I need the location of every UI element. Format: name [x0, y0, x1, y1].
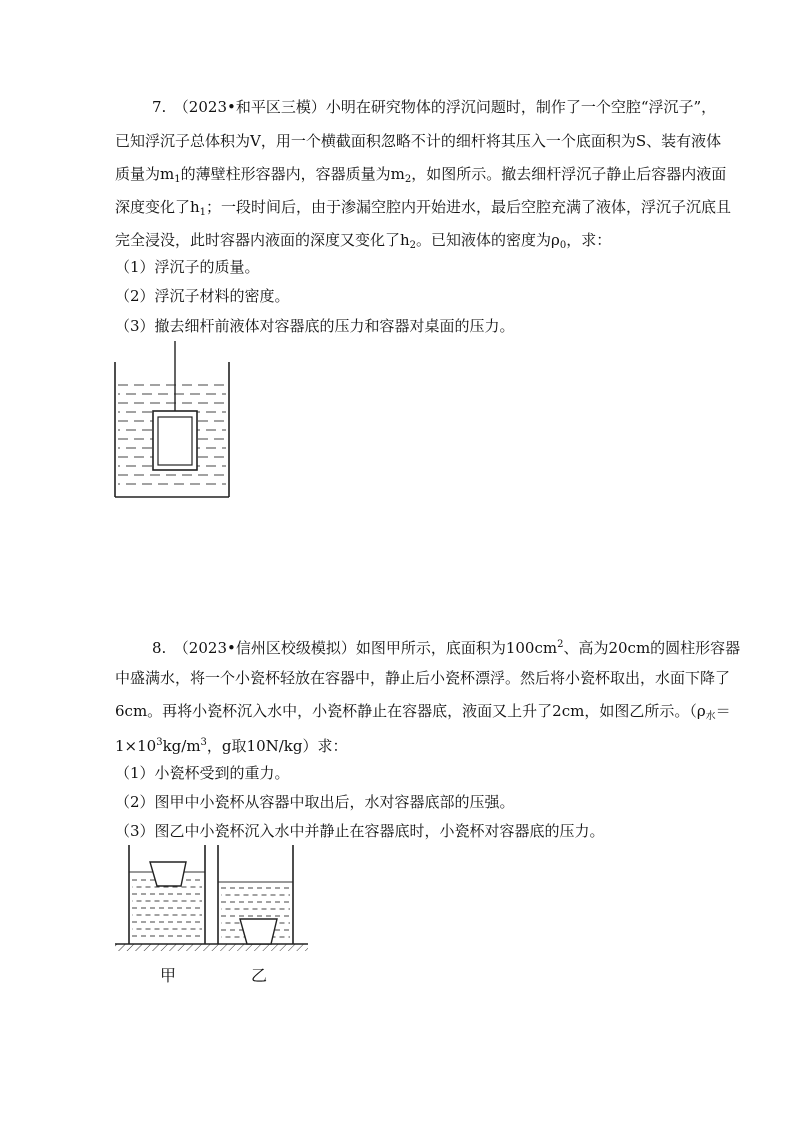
q7-line-3: 质量为$m_1$的薄壁柱形容器内，容器质量为$m_2$，如图所示。撤去细杆浮沉子静止后容器内液面 — [115, 165, 727, 185]
q7-subq-1: （1）浮沉子的质量。 — [115, 258, 260, 276]
q7-subq-2: （2）浮沉子材料的密度。 — [115, 287, 290, 305]
q7-line-5: 完全浸没，此时容器内液面的深度又变化了$h_2$。已知液体的密度为$\rho_0$，求： — [115, 231, 612, 251]
q7-line-1: 7. （2023•和平区三模）小明在研究物体的浮沉问题时，制作了一个空腔“浮沉子”， — [152, 98, 717, 116]
q8-line-1: 8. （2023•信州区校级模拟）如图甲所示，底面积为$100cm^2$、高为20cm的圆柱形容器 — [152, 639, 741, 657]
q7-subq-3: （3）撤去细杆前液体对容器底的压力和容器对桌面的压力。 — [115, 317, 515, 335]
figure-label-jia: 甲 — [160, 966, 177, 985]
q8-line-3: 6cm。再将小瓷杯沉入水中，小瓷杯静止在容器底，液面又上升了2cm，如图乙所示。（$\rho_水=$ — [115, 702, 731, 722]
q8-line-2: 中盛满水，将一个小瓷杯轻放在容器中，静止后小瓷杯漂浮。然后将小瓷杯取出，水面下降了 — [115, 669, 731, 687]
q8-subq-1: （1）小瓷杯受到的重力。 — [115, 764, 290, 782]
q8-subq-3: （3）图乙中小瓷杯沉入水中并静止在容器底时，小瓷杯对容器底的压力。 — [115, 822, 605, 840]
q8-subq-2: （2）图甲中小瓷杯从容器中取出后，水对容器底部的压强。 — [115, 793, 515, 811]
q8-line-4: $1\times 10^3kg/m^3$，g取10N/kg）求： — [115, 737, 348, 755]
q7-line-2: 已知浮沉子总体积为V，用一个横截面积忽略不计的细杆将其压入一个底面积为S、装有液体 — [115, 132, 722, 150]
q7-line-4: 深度变化了$h_1$；一段时间后，由于渗漏空腔内开始进水，最后空腔充满了液体，浮沉子沉底且 — [115, 198, 732, 218]
figure-label-yi: 乙 — [251, 966, 268, 985]
